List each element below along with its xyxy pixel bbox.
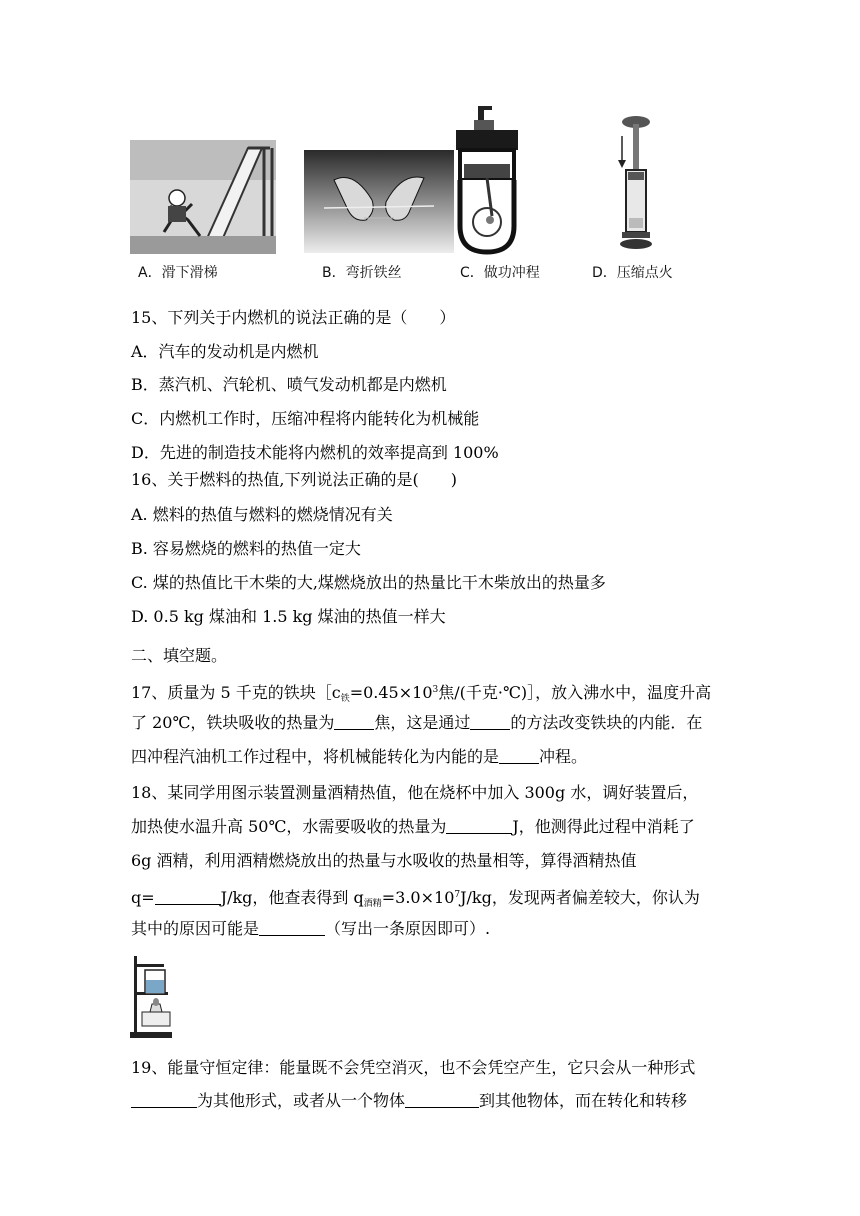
caption-b: B．弯折铁丝 xyxy=(322,265,402,281)
question-18-line-3: 6g 酒精，利用酒精燃烧放出的热量与水吸收的热量相等，算得酒精热值 xyxy=(131,851,637,870)
caption-d: D．压缩点火 xyxy=(592,265,673,281)
question-18-line-5: 其中的原因可能是 （写出一条原因即可）. xyxy=(131,919,491,938)
engine-cylinder-figure xyxy=(454,106,520,256)
q15-option-c: C．内燃机工作时，压缩冲程将内能转化为机械能 xyxy=(131,409,480,428)
answer-blank[interactable] xyxy=(131,1092,197,1108)
answer-blank[interactable] xyxy=(334,714,374,730)
answer-blank[interactable] xyxy=(446,818,512,834)
answer-blank[interactable] xyxy=(405,1092,479,1108)
q16-option-c: C. 煤的热值比干木柴的大,煤燃烧放出的热量比干木柴放出的热量多 xyxy=(131,573,606,592)
question-16-stem: 16、关于燃料的热值,下列说法正确的是( ) xyxy=(131,470,457,489)
question-19-line-1: 19、能量守恒定律：能量既不会凭空消灭，也不会凭空产生，它只会从一种形式 xyxy=(131,1058,696,1077)
question-15-stem: 15、下列关于内燃机的说法正确的是（ ） xyxy=(131,308,456,327)
answer-blank[interactable] xyxy=(259,920,325,936)
section-heading: 二、填空题。 xyxy=(131,646,228,665)
answer-blank[interactable] xyxy=(155,889,221,905)
question-17-line-2: 了 20℃，铁块吸收的热量为 焦，这是通过 的方法改变铁块的内能．在 xyxy=(131,713,703,732)
answer-blank[interactable] xyxy=(499,748,539,764)
q15-option-d: D．先进的制造技术能将内燃机的效率提高到 100% xyxy=(131,443,499,462)
caption-c: C．做功冲程 xyxy=(460,265,540,281)
compression-ignition-figure xyxy=(612,114,658,254)
q16-option-a: A. 燃料的热值与燃料的燃烧情况有关 xyxy=(131,505,393,524)
bending-wire-figure xyxy=(304,150,454,253)
question-17-line-3: 四冲程汽油机工作过程中，将机械能转化为内能的是 冲程。 xyxy=(131,747,588,766)
question-19-line-2: 为其他形式，或者从一个物体 到其他物体，而在转化和转移 xyxy=(131,1090,687,1112)
q15-option-b: B．蒸汽机、汽轮机、喷气发动机都是内燃机 xyxy=(131,375,447,394)
slide-figure xyxy=(130,140,276,254)
answer-blank[interactable] xyxy=(470,714,510,730)
q15-option-a: A．汽车的发动机是内燃机 xyxy=(131,342,319,361)
question-18-line-1: 18、某同学用图示装置测量酒精热值，他在烧杯中加入 300g 水，调好装置后， xyxy=(131,783,699,802)
q16-option-d: D. 0.5 kg 煤油和 1.5 kg 煤油的热值一样大 xyxy=(131,607,446,626)
apparatus-figure xyxy=(130,954,172,1040)
question-18-line-4: q= J/kg，他查表得到 $q_{酒精}=3.0\times 10^7J/kg$，发现两者偏差较大，你认为 xyxy=(131,888,700,909)
question-17-line-1: 17、质量为 5 千克的铁块$[c_铁=0.45\times 10^3$焦/(千克·℃)］，放入沸水中，温度升高 xyxy=(131,683,712,704)
q16-option-b: B. 容易燃烧的燃料的热值一定大 xyxy=(131,539,361,558)
question-18-line-2: 加热使水温升高 50℃，水需要吸收的热量为 J，他测得此过程中消耗了 xyxy=(131,817,695,836)
caption-a: A．滑下滑梯 xyxy=(138,265,218,281)
